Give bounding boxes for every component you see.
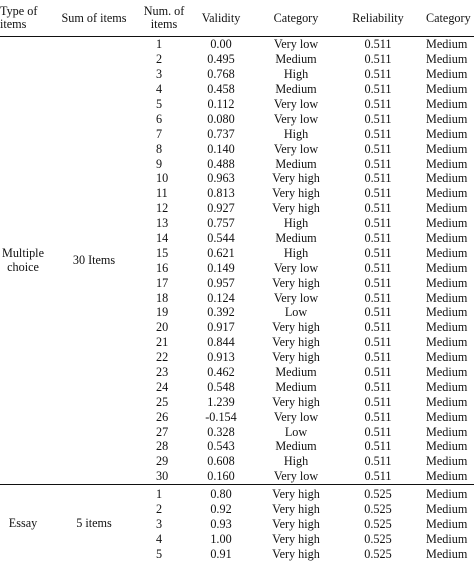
- validity-category-cell: Low: [284, 424, 308, 439]
- reliability-category-cell: Medium: [426, 531, 468, 546]
- item-sum-cell: 30 Items: [72, 253, 116, 268]
- validity-cell: 0.844: [207, 335, 235, 350]
- validity-category-cell: Very high: [272, 275, 320, 290]
- item-number-cell: 4: [156, 82, 163, 97]
- validity-cell: 0.495: [207, 52, 235, 67]
- item-type-cell: Multiple choice: [2, 246, 44, 275]
- validity-category-cell: Medium: [275, 52, 317, 67]
- item-number-cell: 7: [156, 126, 163, 141]
- reliability-cell: 0.511: [364, 97, 392, 111]
- validity-category-cell: Very high: [272, 531, 320, 546]
- reliability-category-cell: Medium: [426, 379, 468, 394]
- validity-category-cell: Medium: [275, 156, 317, 171]
- reliability-category-cell: Medium: [426, 469, 468, 484]
- item-number-cell: 10: [156, 171, 169, 186]
- reliability-cell: 0.511: [364, 305, 392, 320]
- reliability-cell: 0.525: [364, 487, 392, 502]
- reliability-cell: 0.525: [364, 502, 392, 517]
- validity-category-cell: Very low: [273, 260, 319, 275]
- reliability-category-cell: Medium: [426, 97, 468, 111]
- reliability-cell: 0.511: [364, 111, 392, 126]
- validity-cell: 0.913: [207, 350, 235, 365]
- validity-category-cell: Very low: [273, 290, 319, 305]
- reliability-category-cell: Medium: [426, 245, 468, 260]
- validity-cell: 0.93: [210, 516, 232, 531]
- validity-category-cell: Very low: [273, 141, 319, 156]
- validity-cell: 0.621: [207, 245, 235, 260]
- validity-category-cell: High: [283, 245, 309, 260]
- reliability-category-cell: Medium: [426, 335, 468, 350]
- validity-cell: 0.488: [207, 156, 235, 171]
- item-number-cell: 27: [156, 424, 169, 439]
- validity-cell: 0.768: [207, 67, 235, 82]
- item-type-cell: Essay: [8, 515, 38, 530]
- validity-category-cell: Medium: [275, 379, 317, 394]
- reliability-category-cell: Medium: [426, 82, 468, 97]
- item-number-cell: 12: [156, 201, 169, 216]
- validity-cell: 1.00: [210, 531, 232, 546]
- reliability-category-cell: Medium: [426, 424, 468, 439]
- validity-cell: 0.548: [207, 379, 235, 394]
- item-number-cell: 5: [156, 546, 163, 561]
- reliability-cell: 0.511: [364, 454, 392, 469]
- validity-category-cell: Very high: [272, 320, 320, 335]
- multiple-choice-group: [0, 37, 474, 485]
- item-number-cell: 26: [156, 409, 169, 424]
- validity-category-cell: Very low: [273, 111, 319, 126]
- validity-cell: 0.963: [207, 171, 235, 186]
- validity-category-cell: Very high: [272, 546, 320, 561]
- validity-category-cell: Medium: [275, 231, 317, 246]
- validity-cell: 0.140: [207, 141, 235, 156]
- item-number-cell: 23: [156, 365, 169, 380]
- item-number-cell: 1: [156, 37, 163, 52]
- header-type-of-items: Type of items: [0, 4, 38, 31]
- reliability-cell: 0.511: [364, 379, 392, 394]
- reliability-cell: 0.511: [364, 67, 392, 82]
- validity-category-cell: Very high: [272, 394, 320, 409]
- reliability-category-cell: Medium: [426, 409, 468, 424]
- validity-category-cell: High: [283, 67, 309, 82]
- validity-category-cell: Very high: [272, 516, 320, 531]
- reliability-category-cell: Medium: [426, 171, 468, 186]
- reliability-category-cell: Medium: [426, 546, 468, 561]
- item-number-cell: 4: [156, 531, 163, 546]
- reliability-category-cell: Medium: [426, 320, 468, 335]
- item-number-cell: 11: [156, 186, 168, 201]
- validity-cell: 0.328: [207, 424, 235, 439]
- item-number-cell: 20: [156, 320, 169, 335]
- item-number-cell: 1: [156, 487, 163, 502]
- reliability-cell: 0.525: [364, 516, 392, 531]
- reliability-cell: 0.511: [364, 231, 392, 246]
- validity-cell: 0.149: [207, 260, 235, 275]
- reliability-cell: 0.511: [364, 245, 392, 260]
- header-num-of-items: Num. of items: [143, 4, 185, 31]
- validity-category-cell: Very high: [272, 502, 320, 517]
- validity-category-cell: Very low: [273, 469, 319, 484]
- validity-cell: 0.544: [207, 231, 235, 246]
- reliability-category-cell: Medium: [426, 516, 468, 531]
- item-number-cell: 3: [156, 516, 163, 531]
- item-number-cell: 18: [156, 290, 169, 305]
- validity-cell: 0.608: [207, 454, 235, 469]
- item-number-cell: 22: [156, 350, 169, 365]
- reliability-cell: 0.511: [364, 201, 392, 216]
- reliability-cell: 0.511: [364, 171, 392, 186]
- reliability-category-cell: Medium: [426, 260, 468, 275]
- reliability-cell: 0.511: [364, 126, 392, 141]
- item-number-cell: 9: [156, 156, 163, 171]
- item-sum-cell: 5 items: [76, 515, 112, 530]
- reliability-cell: 0.511: [364, 260, 392, 275]
- reliability-cell: 0.511: [364, 469, 392, 484]
- validity-cell: 0.813: [207, 186, 235, 201]
- validity-category-cell: Very low: [273, 97, 319, 111]
- table-row: [0, 37, 474, 52]
- validity-category-cell: Very high: [272, 186, 320, 201]
- validity-cell: -0.154: [205, 409, 237, 424]
- reliability-category-cell: Medium: [426, 454, 468, 469]
- reliability-category-cell: Medium: [426, 305, 468, 320]
- item-number-cell: 16: [156, 260, 169, 275]
- validity-cell: 0.927: [207, 201, 235, 216]
- reliability-category-cell: Medium: [426, 502, 468, 517]
- reliability-category-cell: Medium: [426, 290, 468, 305]
- validity-cell: 0.080: [207, 111, 235, 126]
- item-number-cell: 2: [156, 502, 163, 517]
- reliability-cell: 0.511: [364, 394, 392, 409]
- validity-cell: 0.917: [207, 320, 235, 335]
- reliability-category-cell: Medium: [426, 111, 468, 126]
- reliability-cell: 0.511: [364, 350, 392, 365]
- reliability-category-cell: Medium: [426, 126, 468, 141]
- validity-cell: 0.91: [210, 546, 232, 561]
- item-number-cell: 21: [156, 335, 169, 350]
- reliability-category-cell: Medium: [426, 439, 468, 454]
- item-number-cell: 15: [156, 245, 169, 260]
- validity-cell: 0.112: [207, 97, 235, 111]
- item-number-cell: 8: [156, 141, 163, 156]
- validity-cell: 0.462: [207, 365, 235, 380]
- validity-cell: 0.757: [207, 216, 235, 231]
- reliability-category-cell: Medium: [426, 156, 468, 171]
- validity-category-cell: Medium: [275, 82, 317, 97]
- reliability-category-cell: Medium: [426, 186, 468, 201]
- header-sum-of-items: Sum of items: [61, 10, 127, 25]
- reliability-cell: 0.511: [364, 216, 392, 231]
- essay-group: [0, 484, 474, 561]
- validity-cell: 0.160: [207, 469, 235, 484]
- item-number-cell: 17: [156, 275, 169, 290]
- reliability-category-cell: Medium: [426, 394, 468, 409]
- reliability-cell: 0.511: [364, 52, 392, 67]
- reliability-cell: 0.511: [364, 275, 392, 290]
- reliability-category-cell: Medium: [426, 201, 468, 216]
- header-validity: Validity: [201, 10, 241, 25]
- reliability-cell: 0.511: [364, 424, 392, 439]
- item-number-cell: 24: [156, 379, 169, 394]
- table-row: [0, 484, 474, 501]
- validity-cell: 0.392: [207, 305, 235, 320]
- validity-cell: 0.458: [207, 82, 235, 97]
- validity-cell: 0.80: [210, 487, 232, 502]
- header-category-reliability: Category: [426, 10, 471, 25]
- item-number-cell: 29: [156, 454, 169, 469]
- item-number-cell: 30: [156, 469, 169, 484]
- item-number-cell: 5: [156, 97, 163, 111]
- validity-category-cell: High: [283, 216, 309, 231]
- reliability-category-cell: Medium: [426, 37, 468, 52]
- reliability-cell: 0.511: [364, 290, 392, 305]
- reliability-category-cell: Medium: [426, 231, 468, 246]
- item-number-cell: 14: [156, 231, 169, 246]
- validity-cell: 0.124: [207, 290, 235, 305]
- reliability-category-cell: Medium: [426, 67, 468, 82]
- reliability-category-cell: Medium: [426, 365, 468, 380]
- reliability-cell: 0.511: [364, 409, 392, 424]
- validity-category-cell: Very low: [273, 409, 319, 424]
- reliability-cell: 0.511: [364, 439, 392, 454]
- validity-cell: 0.00: [210, 37, 232, 52]
- validity-cell: 0.92: [210, 502, 232, 517]
- table-header: [0, 0, 474, 37]
- validity-category-cell: Very high: [272, 201, 320, 216]
- reliability-cell: 0.511: [364, 320, 392, 335]
- reliability-cell: 0.525: [364, 531, 392, 546]
- validity-cell: 1.239: [207, 394, 235, 409]
- validity-category-cell: Very low: [273, 37, 319, 52]
- validity-category-cell: High: [283, 126, 309, 141]
- validity-category-cell: Very high: [272, 350, 320, 365]
- reliability-cell: 0.511: [364, 156, 392, 171]
- reliability-cell: 0.511: [364, 141, 392, 156]
- item-number-cell: 2: [156, 52, 163, 67]
- validity-cell: 0.737: [207, 126, 235, 141]
- reliability-cell: 0.511: [364, 186, 392, 201]
- reliability-cell: 0.525: [364, 546, 392, 561]
- reliability-cell: 0.511: [364, 335, 392, 350]
- header-category-validity: Category: [273, 10, 319, 25]
- validity-category-cell: Very high: [272, 487, 320, 502]
- validity-cell: 0.543: [207, 439, 235, 454]
- validity-category-cell: Very high: [272, 171, 320, 186]
- reliability-cell: 0.511: [364, 82, 392, 97]
- validity-cell: 0.957: [207, 275, 235, 290]
- reliability-category-cell: Medium: [426, 487, 468, 502]
- reliability-category-cell: Medium: [426, 52, 468, 67]
- validity-category-cell: Low: [284, 305, 308, 320]
- item-number-cell: 25: [156, 394, 169, 409]
- item-number-cell: 13: [156, 216, 169, 231]
- reliability-category-cell: Medium: [426, 350, 468, 365]
- item-number-cell: 28: [156, 439, 169, 454]
- validity-category-cell: Medium: [275, 439, 317, 454]
- item-number-cell: 3: [156, 67, 163, 82]
- validity-category-cell: Very high: [272, 335, 320, 350]
- reliability-cell: 0.511: [364, 37, 392, 52]
- item-number-cell: 6: [156, 111, 163, 126]
- reliability-category-cell: Medium: [426, 275, 468, 290]
- reliability-category-cell: Medium: [426, 141, 468, 156]
- validity-category-cell: Medium: [275, 365, 317, 380]
- reliability-cell: 0.511: [364, 365, 392, 380]
- item-number-cell: 19: [156, 305, 169, 320]
- header-reliability: Reliability: [352, 10, 404, 25]
- validity-category-cell: High: [283, 454, 309, 469]
- reliability-category-cell: Medium: [426, 216, 468, 231]
